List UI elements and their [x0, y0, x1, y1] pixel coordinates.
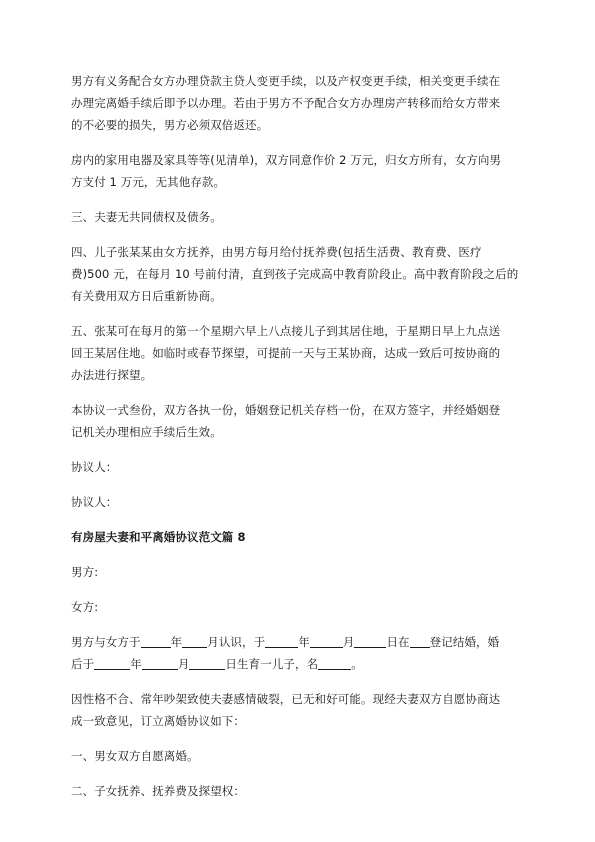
blank-registry-place	[410, 634, 430, 648]
text-line	[71, 631, 526, 653]
man-label: 男方:	[71, 565, 99, 579]
intro-text: 登记结婚，婚	[429, 635, 500, 649]
intro-text: 年	[170, 635, 183, 649]
text-line: 办理完离婚手续后即予以办理。若由于男方不予配合女方办理房产转移而给女方带来	[71, 96, 501, 110]
text-line: 三、夫妻无共同债权及债务。	[71, 210, 222, 224]
intro-text: 年	[298, 635, 310, 649]
paragraph-divorce-reason	[71, 688, 526, 732]
intro-text: 男方与女方于	[71, 635, 141, 649]
text-line	[71, 653, 526, 675]
text-line: 方支付 1 万元，无其他存款。	[71, 175, 226, 189]
intro-text: 月	[342, 635, 355, 649]
blank-month-birth	[142, 656, 178, 670]
blank-year-birth	[94, 656, 130, 670]
paragraph-debts	[71, 206, 526, 228]
paragraph-marriage-intro	[71, 631, 526, 675]
paragraph-visitation	[71, 320, 526, 386]
section-title	[71, 526, 526, 548]
blank-month-met	[182, 634, 207, 648]
blank-day-married	[354, 634, 386, 648]
blank-child-name	[318, 656, 351, 670]
section-title-text: 有房屋夫妻和平离婚协议范文篇 8	[71, 530, 246, 544]
text-line: 因性格不合、常年吵架致使夫妻感情破裂，已无和好可能。现经夫妻双方自愿协商达	[71, 692, 501, 706]
woman-label: 女方:	[71, 600, 99, 614]
signer-label: 协议人：	[71, 495, 118, 509]
intro-text: 。	[351, 657, 363, 671]
intro-text: 日生育一儿子，名	[225, 657, 319, 671]
text-line: 一、男女双方自愿离婚。	[71, 749, 199, 763]
text-line: 四、儿子张某某由女方抚养，由男方每月给付抚养费(包括生活费、教育费、医疗	[71, 245, 482, 259]
text-line: 费)500 元，在每月 10 号前付清，直到孩子完成高中教育阶段止。高中教育阶段之后的	[71, 267, 519, 281]
blank-month-married	[310, 634, 343, 648]
signer-label: 协议人：	[71, 460, 118, 474]
text-line: 回王某居住地。如临时或春节探望，可提前一天与王某协商，达成一致后可按协商的	[71, 346, 501, 360]
paragraph-child-custody	[71, 241, 526, 307]
text-line: 二、子女抚养、抚养费及探望权：	[71, 784, 245, 798]
intro-text: 月认识，于	[207, 635, 266, 649]
intro-text: 日在	[386, 635, 410, 649]
text-line: 房内的家用电器及家具等等(见清单)，双方同意作价 2 万元，归女方所有，女方向男	[71, 153, 502, 167]
signer-line-2	[71, 491, 526, 513]
paragraph-appliances	[71, 149, 526, 193]
blank-year-met	[141, 634, 171, 648]
text-line: 记机关办理相应手续后生效。	[71, 425, 222, 439]
text-line: 五、张某可在每月的第一个星期六早上八点接儿子到其居住地，于星期日早上九点送	[71, 324, 501, 338]
woman-field	[71, 596, 526, 618]
text-line: 本协议一式叁份，双方各执一份，婚姻登记机关存档一份，在双方签字，并经婚姻登	[71, 403, 501, 417]
intro-text: 年	[130, 657, 142, 671]
signer-line-1	[71, 456, 526, 478]
blank-day-birth	[189, 656, 225, 670]
text-line: 男方有义务配合女方办理贷款主贷人变更手续，以及产权变更手续，相关变更手续在	[71, 74, 501, 88]
paragraph-agreement-copies	[71, 399, 526, 443]
intro-text: 后于	[71, 657, 95, 671]
text-line: 的不必要的损失，男方必须双倍返还。	[71, 118, 269, 132]
text-line: 办法进行探望。	[71, 368, 153, 382]
text-line: 有关费用双方日后重新协商。	[71, 289, 222, 303]
man-field	[71, 561, 526, 583]
text-line: 成一致意见，订立离婚协议如下：	[71, 714, 245, 728]
blank-year-married	[265, 634, 298, 648]
item-voluntary-divorce	[71, 745, 526, 767]
intro-text: 月	[177, 657, 190, 671]
item-child-custody-heading	[71, 780, 526, 802]
paragraph-property-transfer	[71, 70, 526, 136]
document-body	[71, 70, 526, 815]
